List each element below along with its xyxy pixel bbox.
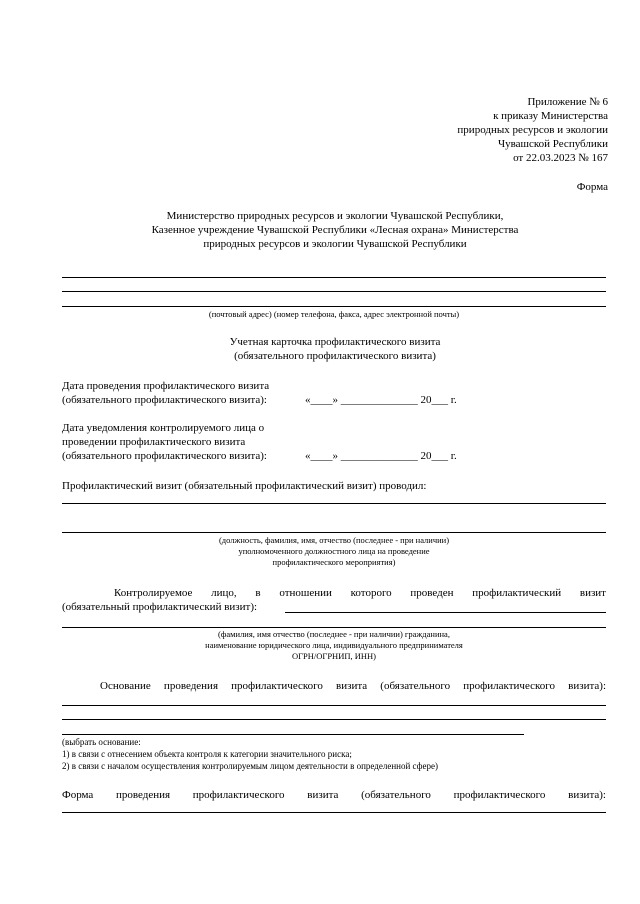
- basis-line-1[interactable]: [62, 705, 606, 706]
- form-label: Форма: [576, 181, 608, 193]
- visit-date-label: Дата проведения профилактического визита (обязательного профилактического визита):: [62, 380, 270, 406]
- card-title-line-2: (обязательного профилактического визита): [234, 350, 436, 362]
- address-line-1: [62, 277, 606, 278]
- conducted-by-caption: (должность, фамилия, имя, отчество (последнее - при наличии) уполномоченного должностного лица на проведение профилактического мероприятия): [218, 535, 450, 567]
- basis-label: Основание проведения профилактического визита (обязательного профилактического визита):: [100, 680, 606, 692]
- controlled-person-label: (обязательный профилактический визит):: [62, 601, 258, 613]
- conducted-by-line-2[interactable]: [62, 532, 606, 533]
- card-title-line-1: Учетная карточка профилактического визита: [229, 336, 441, 348]
- form-of-visit-label: Форма проведения профилактического визита (обязательного профилактического визита):: [62, 789, 606, 801]
- appendix-line-4: Чувашской Республики: [497, 138, 608, 150]
- address-caption: (почтовый адрес) (номер телефона, факса, адрес электронной почты): [208, 309, 460, 319]
- form-of-visit-line-1[interactable]: [62, 812, 606, 813]
- notify-date-label: Дата уведомления контролируемого лица о проведении профилактического визита (обязательного профилактического визита):: [62, 422, 267, 462]
- controlled-person-field[interactable]: [285, 612, 606, 613]
- controlled-person-text: Контролируемое лицо, в отношении которого проведен профилактический визит: [114, 587, 606, 599]
- card-title: [62, 335, 608, 363]
- basis-line-2[interactable]: [62, 719, 606, 720]
- controlled-person-caption: (фамилия, имя отчество (последнее - при наличии) гражданина, наименование юридического лица, индивидуального предпринимателя ОГРН/ОГРНИП, ИНН): [205, 629, 463, 661]
- visit-date-field[interactable]: «____» ______________ 20___ г.: [305, 394, 457, 406]
- appendix-line-3: природных ресурсов и экологии: [457, 124, 608, 136]
- basis-note: (выбрать основание: 1) в связи с отнесением объекта контроля к категории значительного риска; 2) в связи с началом осуществления контролируемым лицом деятельности в определенной сфере): [62, 737, 438, 771]
- organization-line-3: природных ресурсов и экологии Чувашской Республики: [203, 238, 467, 250]
- appendix-block: [308, 95, 608, 165]
- basis-line-3[interactable]: [62, 734, 524, 735]
- conducted-by-line-1[interactable]: [62, 503, 606, 504]
- address-line-2: [62, 291, 606, 292]
- organization-line-1: Министерство природных ресурсов и экологии Чувашской Республики,: [166, 210, 504, 222]
- conducted-by-label: Профилактический визит (обязательный профилактический визит) проводил:: [62, 480, 427, 492]
- organization-line-2: Казенное учреждение Чувашской Республики «Лесная охрана» Министерства: [151, 224, 519, 236]
- address-line-3: [62, 306, 606, 307]
- appendix-line-1: Приложение № 6: [527, 96, 608, 108]
- organization-header: [62, 209, 608, 251]
- controlled-person-line-2[interactable]: [62, 627, 606, 628]
- notify-date-field[interactable]: «____» ______________ 20___ г.: [305, 450, 457, 462]
- appendix-line-2: к приказу Министерства: [493, 110, 608, 122]
- appendix-date-line: от 22.03.2023 № 167: [513, 152, 608, 164]
